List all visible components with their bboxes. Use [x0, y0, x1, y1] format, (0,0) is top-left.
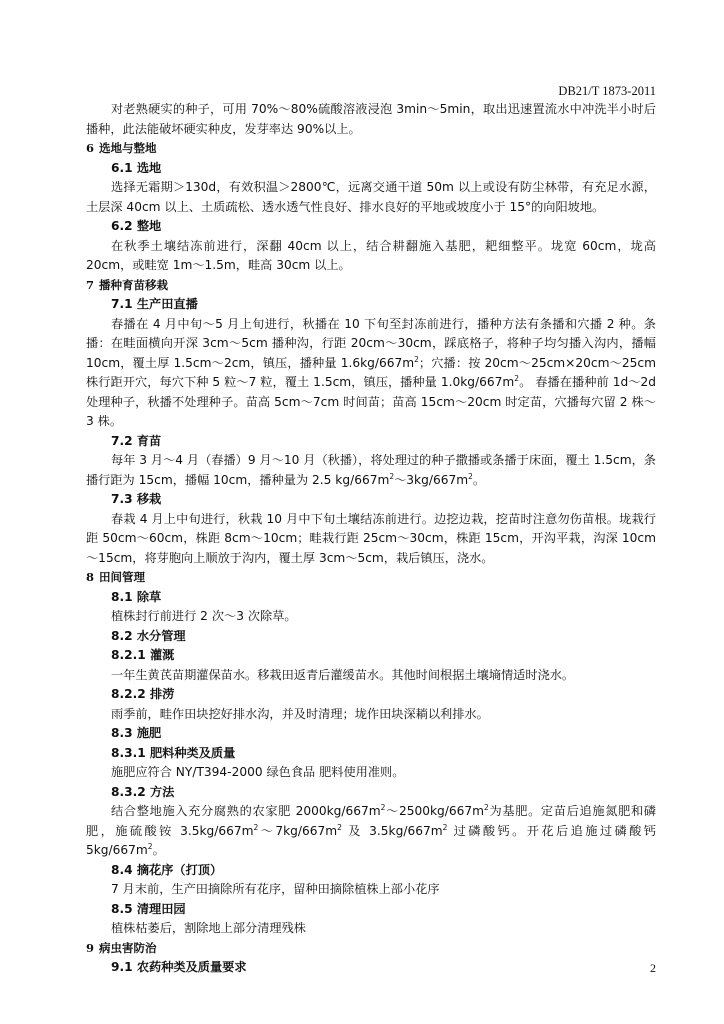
paragraph-8-1: 植株封行前进行 2 次～3 次除草。 — [111, 609, 297, 623]
text-run: 。 — [152, 843, 165, 857]
subsection-heading-8-3: 8.3 施肥 — [111, 726, 162, 740]
text-run: 过磷酸钙。开花后追施过磷酸钙 5kg/667m — [86, 823, 660, 857]
subsection-heading-6-2: 6.2 整地 — [111, 219, 162, 233]
page-number: 2 — [650, 961, 656, 975]
superscript: 2 — [484, 802, 489, 812]
superscript: 2 — [514, 373, 520, 383]
paragraph-8-2-2: 雨季前，畦作田块挖好排水沟，并及时清理；垅作田块深耥以利排水。 — [111, 706, 489, 721]
subsection-heading-7-2: 7.2 育苗 — [111, 433, 162, 448]
section-number: 9 — [86, 940, 95, 955]
text-run: 。 春播在播种前 1d～2d 处理种子，秋播不处理种子。苗高 5cm～7cm 时间苗；苗高 15cm～20cm 时定苗，穴播每穴留 2 株～3 株。 — [86, 375, 660, 428]
subsection-heading-8-2: 8.2 水分管理 — [111, 628, 186, 643]
superscript: 2 — [442, 822, 448, 832]
subsection-heading-8-2-2: 8.2.2 排涝 — [111, 687, 175, 701]
section-title: 病虫害防治 — [99, 940, 157, 955]
subsection-heading-8-1: 8.1 除草 — [111, 589, 162, 604]
subsection-heading-6-1: 6.1 选地 — [111, 160, 162, 175]
paragraph-6-1: 选择无霜期＞130d，有效积温＞2800℃，远离交通干道 50m 以上或设有防尘林带，有充足水源，土层深 40cm 以上、土质疏松、透水透气性良好、排水良好的平地或坡度小于 15°的向阳坡地。 — [86, 180, 656, 214]
superscript: 2 — [147, 841, 153, 851]
text-run: 春播在 4 月中旬～5 月上旬进行，秋播在 10 下旬至封冻前进行，播种方法有条播和穴播 2 种。条播：在畦面横向开深 3cm～5cm 播种沟，行距 20cm～30cm，踩底格子，将种子均匀播入沟内，播幅 10cm，覆土厚 1.5cm～2cm，镇压，播种量 1.6kg/667m — [86, 316, 660, 370]
text-run: ～2500kg/667m — [385, 804, 485, 818]
paragraph-8-3-2 — [86, 802, 660, 861]
superscript: 2 — [253, 822, 259, 832]
text-run: 为基肥。定苗后追施氮肥和磷肥，施硫酸铵 3.5kg/667m — [86, 804, 656, 838]
paragraph-seed-treatment: 对老熟硬实的种子，可用 70%～80%硫酸溶液浸泡 3min～5min，取出迅速置流水中冲洗半小时后播种，此法能破坏硬实种皮，发芽率达 90%以上。 — [86, 102, 656, 136]
subsection-heading-9-1: 9.1 农药种类及质量要求 — [111, 960, 247, 974]
text-run: ～3kg/667m — [394, 472, 469, 487]
subsection-heading-8-2-1: 8.2.1 灌溉 — [111, 648, 175, 662]
section-heading-6 — [86, 139, 656, 159]
paragraph-7-1 — [86, 315, 660, 432]
standard-code: DB21/T 1873-2011 — [558, 84, 656, 98]
subsection-heading-8-5: 8.5 清理田园 — [111, 901, 186, 916]
text-run: ；穴播：按 20cm～25cm×20cm～25cm 株行距开穴，每穴下种 5 粒～7 粒，覆土 1.5cm，镇压，播种量 1.0kg/667m — [86, 355, 660, 389]
paragraph-8-4: 7 月末前，生产田摘除所有花序，留种田摘除植株上部小花序 — [111, 882, 440, 896]
paragraph-7-2 — [86, 451, 656, 490]
section-number: 6 — [86, 141, 95, 155]
superscript: 2 — [468, 471, 473, 481]
section-heading-9 — [86, 939, 656, 959]
subsection-heading-8-3-2: 8.3.2 方法 — [111, 784, 175, 799]
section-title: 田间管理 — [99, 570, 145, 584]
section-title: 播种育苗移栽 — [99, 277, 168, 292]
section-title: 选地与整地 — [99, 141, 157, 155]
section-number: 7 — [86, 277, 95, 292]
subsection-heading-7-3: 7.3 移栽 — [111, 492, 162, 506]
subsection-heading-7-1: 7.1 生产田直播 — [111, 297, 198, 311]
superscript: 2 — [380, 802, 386, 812]
paragraph-8-3-1: 施肥应符合 NY/T394-2000 绿色食品 肥料使用准则。 — [111, 765, 405, 779]
section-number: 8 — [86, 570, 95, 584]
subsection-heading-8-4: 8.4 摘花序（打顶） — [111, 862, 223, 877]
subsection-heading-8-3-1: 8.3.1 肥料种类及质量 — [111, 745, 236, 760]
text-run: 及 3.5kg/667m — [341, 823, 443, 838]
superscript: 2 — [389, 471, 395, 481]
paragraph-7-3: 春栽 4 月上中旬进行，秋栽 10 月中下旬土壤结冻前进行。边挖边栽，挖苗时注意勿伤苗根。垅栽行距 50cm～60cm，株距 8cm～10cm；畦栽行距 25cm～30cm，株距 15cm，开沟平栽，沟深 10cm～15cm，将芽胞向上顺放于沟内，覆土厚 3cm～5cm，栽后镇压，浇水。 — [86, 511, 656, 565]
paragraph-8-5: 植株枯萎后，割除地上部分清理残株 — [111, 921, 306, 935]
section-heading-7 — [86, 276, 656, 296]
superscript: 2 — [337, 822, 342, 832]
text-run: ～7kg/667m — [258, 823, 338, 838]
text-run: 每年 3 月～4 月（春播）9 月～10 月（秋播），将处理过的种子撒播或条播于床面，覆土 1.5cm，条播行距为 15cm，播幅 10cm，播种量为 2.5 kg/667m — [86, 453, 656, 487]
section-heading-8 — [86, 568, 656, 588]
superscript: 2 — [414, 354, 419, 364]
paragraph-6-2: 在秋季土壤结冻前进行，深翻 40cm 以上，结合耕翻施入基肥，耙细整平。垅宽 60cm，垅高 20cm，或畦宽 1m～1.5m，畦高 30cm 以上。 — [86, 238, 660, 272]
document-body — [86, 100, 660, 978]
text-run: 结合整地施入充分腐熟的农家肥 2000kg/667m — [111, 804, 381, 818]
paragraph-8-2-1: 一年生黄芪苗期灌保苗水。移栽田返青后灌缓苗水。其他时间根据土壤墒情适时浇水。 — [111, 667, 575, 682]
text-run: 。 — [472, 472, 486, 487]
